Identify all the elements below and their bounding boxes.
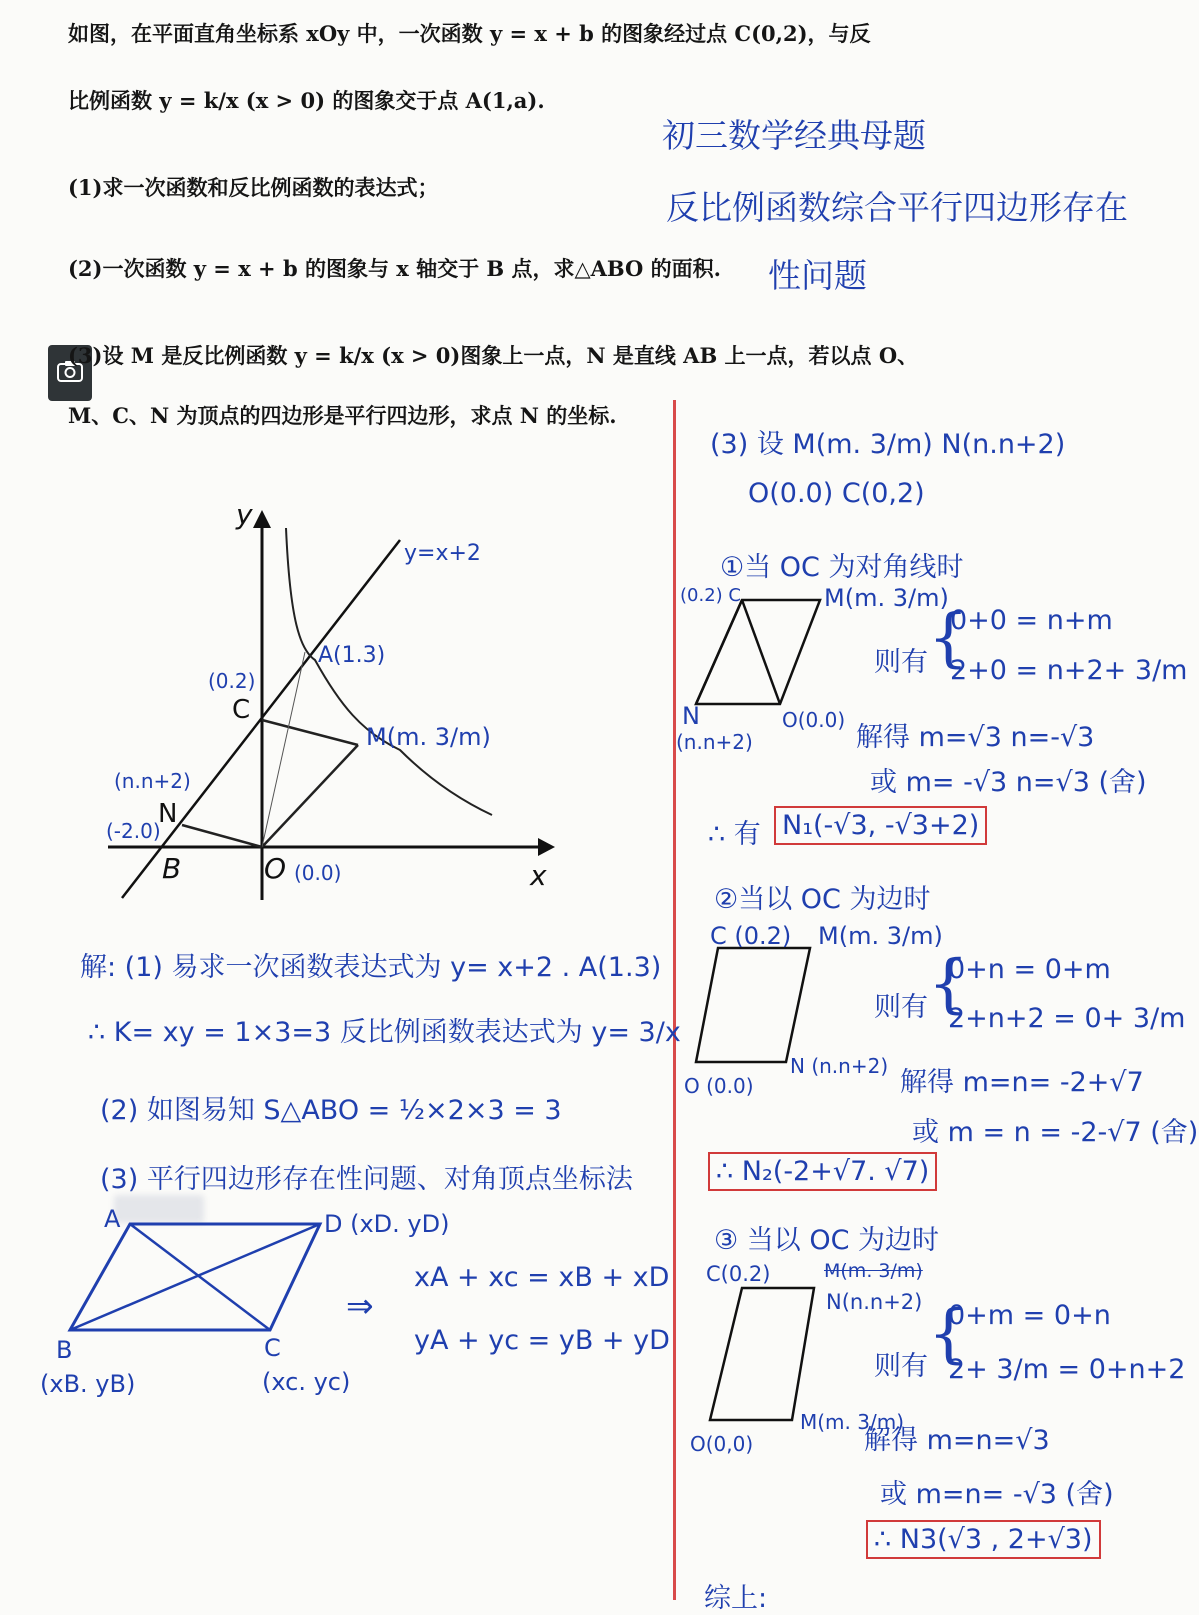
problem-line-1: 如图，在平面直角坐标系 xOy 中，一次函数 y = x + b 的图象经过点 C(0,2)，与反 — [68, 21, 871, 46]
case-2-then: 则有 — [874, 992, 928, 1023]
case-3-solution: 解得 m=n=√3 — [864, 1425, 1050, 1456]
segment-O-A — [262, 652, 305, 847]
case-1-answer: N₁(-√3, -√3+2) — [774, 806, 987, 845]
x-axis-arrow — [538, 838, 555, 856]
case-3-answer: ∴ N3(√3 , 2+√3) — [866, 1520, 1101, 1559]
case-1-eq-1: 0+0 = n+m — [950, 605, 1113, 636]
vertical-divider — [673, 400, 676, 1600]
case-1-solution-alt: 或 m= -√3 n=√3 (舍) — [870, 767, 1147, 798]
case-3-brace: { — [928, 1297, 969, 1371]
implies-arrow: ⇒ — [346, 1286, 374, 1325]
pg-B-label: B — [56, 1336, 73, 1364]
hyperbola-curve — [286, 528, 492, 815]
case-3-title: ③ 当以 OC 为边时 — [714, 1225, 940, 1256]
case-3-then: 则有 — [874, 1351, 928, 1382]
case-1-N-coord: (n.n+2) — [676, 730, 753, 754]
y-axis-arrow — [253, 510, 271, 528]
solution-part-1: 解: (1) 易求一次函数表达式为 y= x+2 . A(1.3) — [80, 952, 662, 983]
point-C-coord: (0.2) — [208, 669, 256, 693]
note-line-2: 反比例函数综合平行四边形存在 — [666, 188, 1128, 227]
problem-line-2: 比例函数 y = k/x (x > 0) 的图象交于点 A(1,a). — [68, 88, 545, 113]
case-1-diagonal — [742, 600, 780, 704]
setup-line-1: (3) 设 M(m. 3/m) N(n.n+2) — [710, 429, 1066, 460]
point-B-label: B — [162, 852, 182, 885]
origin-label: O — [264, 852, 287, 885]
case-1-therefore: ∴ 有 — [708, 819, 761, 850]
pg-C-coord: (xc. yc) — [262, 1368, 351, 1396]
pg-C-label: C — [264, 1334, 281, 1362]
segment-O-N — [182, 825, 262, 847]
case-1-diagram — [680, 590, 840, 720]
line-label: y=x+2 — [404, 541, 481, 566]
point-N-label: N — [158, 799, 178, 829]
question-1: (1)求一次函数和反比例函数的表达式； — [68, 175, 439, 200]
case-3-eq-1: 0+m = 0+n — [948, 1300, 1111, 1331]
case-3-N-label: N(n.n+2) — [826, 1290, 923, 1314]
case-2-brace: { — [928, 947, 969, 1021]
question-3-line-2: M、C、N 为顶点的四边形是平行四边形，求点 N 的坐标. — [68, 403, 617, 428]
case-1-M-label: M(m. 3/m) — [824, 584, 949, 612]
case-2-parallelogram — [696, 948, 810, 1062]
pg-B-coord: (xB. yB) — [40, 1370, 136, 1398]
case-1-eq-2: 2+0 = n+2+ 3/m — [950, 655, 1188, 686]
point-M-label: M(m. 3/m) — [366, 723, 491, 751]
case-1-parallelogram — [696, 600, 820, 704]
case-3-parallelogram — [710, 1288, 814, 1420]
origin-coord: (0.0) — [294, 861, 342, 885]
case-2-diagram — [690, 940, 830, 1070]
solution-part-3: (3) 平行四边形存在性问题、对角顶点坐标法 — [100, 1164, 633, 1195]
case-2-M-label: M(m. 3/m) — [818, 922, 943, 950]
pg-A-label: A — [104, 1205, 121, 1233]
case-2-solution-alt: 或 m = n = -2-√7 (舍) — [912, 1117, 1199, 1148]
pg-D-label: D (xD. yD) — [324, 1210, 450, 1238]
conclusion-label: 综上: — [704, 1583, 768, 1614]
case-1-diagonal-2 — [696, 600, 742, 704]
solution-part-1b: ∴ K= xy = 1×3=3 反比例函数表达式为 y= 3/x — [88, 1017, 681, 1048]
case-3-eq-2: 2+ 3/m = 0+n+2 — [948, 1354, 1186, 1385]
case-2-eq-2: 2+n+2 = 0+ 3/m — [948, 1003, 1186, 1034]
diagonal-BD — [70, 1224, 320, 1330]
segment-C-M — [262, 720, 358, 745]
case-3-M-label: M(m. 3/m) — [800, 1410, 905, 1434]
case-1-title: ①当 OC 为对角线时 — [720, 552, 964, 583]
case-2-solution: 解得 m=n= -2+√7 — [900, 1067, 1144, 1098]
point-A-label: A(1.3) — [318, 643, 386, 668]
case-2-C-label: C (0.2) — [710, 922, 792, 950]
case-1-then: 则有 — [874, 647, 928, 678]
solution-part-2: (2) 如图易知 S△ABO = ½×2×3 = 3 — [100, 1095, 562, 1126]
case-3-O-label: O(0,0) — [690, 1432, 754, 1456]
question-3-line-1: (3)设 M 是反比例函数 y = k/x (x > 0)图象上一点，N 是直线 AB 上一点，若以点 O、 — [68, 343, 919, 368]
case-2-O-label: O (0.0) — [684, 1074, 754, 1098]
case-1-N-label: N — [682, 702, 700, 730]
case-1-solution: 解得 m=√3 n=-√3 — [856, 722, 1095, 753]
question-2: (2)一次函数 y = x + b 的图象与 x 轴交于 B 点，求△ABO 的面积. — [68, 256, 721, 281]
case-3-solution-alt: 或 m=n= -√3 (舍) — [880, 1479, 1114, 1510]
case-2-eq-1: 0+n = 0+m — [948, 954, 1111, 985]
coordinate-equation-x: xA + xc = xB + xD — [414, 1262, 670, 1293]
case-3-C-label: C(0.2) — [706, 1262, 771, 1286]
case-2-answer: ∴ N₂(-2+√7. √7) — [708, 1152, 937, 1191]
point-N-coord: (n.n+2) — [114, 769, 191, 793]
case-1-O-label: O(0.0) — [782, 708, 846, 732]
point-B-coord: (-2.0) — [106, 819, 161, 843]
point-C-label: C — [232, 695, 251, 725]
coordinate-graph — [100, 500, 570, 910]
note-line-3: 性问题 — [768, 256, 867, 295]
setup-line-2: O(0.0) C(0,2) — [748, 478, 925, 509]
case-1-brace: { — [928, 601, 969, 675]
case-2-title: ②当以 OC 为边时 — [714, 884, 931, 915]
case-1-C-label: (0.2) C — [680, 585, 741, 606]
note-line-1: 初三数学经典母题 — [662, 116, 926, 155]
diagonal-AC — [130, 1224, 270, 1330]
x-axis-label: x — [530, 859, 547, 892]
case-2-N-label: N (n.n+2) — [790, 1054, 889, 1078]
case-3-M-struck-label: M(m. 3/m) — [824, 1260, 923, 1282]
y-axis-label: y — [236, 500, 253, 531]
coordinate-equation-y: yA + yc = yB + yD — [414, 1325, 670, 1356]
segment-O-M — [262, 745, 358, 847]
